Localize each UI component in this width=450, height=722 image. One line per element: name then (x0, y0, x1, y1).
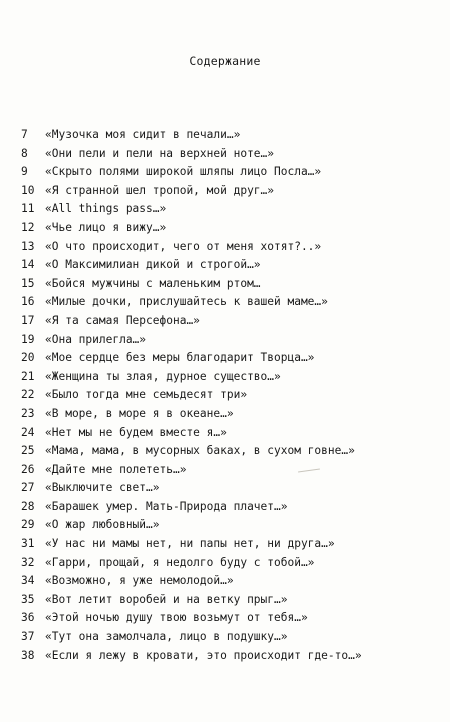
toc-entry-title: «В море, в море я в океане…» (45, 406, 234, 420)
toc-page-number: 9 (21, 165, 28, 179)
toc-entry (21, 221, 436, 240)
toc-page-number: 21 (21, 369, 35, 383)
toc-entry-title: «Милые дочки, прислушайтесь к вашей маме…» (45, 295, 328, 309)
toc-page-number: 12 (21, 220, 35, 234)
toc-entry-title: «Музочка моя сидит в печали…» (45, 128, 241, 141)
toc-entry (21, 444, 436, 463)
toc-entry-title: «Вот летит воробей и на ветку прыг…» (45, 592, 288, 606)
toc-entry-title: «Бойся мужчины с маленьким ртом… (45, 276, 261, 290)
toc-entry-title: «Выключите свет…» (45, 481, 160, 495)
toc-page-number: 7 (21, 128, 28, 141)
toc-entry (21, 184, 436, 203)
toc-page-number: 26 (21, 462, 35, 476)
toc-entry (21, 426, 436, 445)
toc-entry (21, 147, 436, 166)
toc-page-number: 37 (21, 630, 35, 644)
page-title: Содержание (189, 54, 261, 68)
toc-entry-title: «Мама, мама, в мусорных баках, в сухом говне…» (45, 444, 355, 458)
toc-entry-title: «Она прилегла…» (45, 332, 147, 346)
toc-entry (21, 611, 436, 630)
toc-entry (21, 370, 436, 389)
toc-page-number: 22 (21, 388, 35, 402)
toc-page-number: 31 (21, 537, 35, 551)
toc-entry-title: «Я та самая Персефона…» (45, 313, 200, 327)
toc-entry (21, 277, 436, 296)
toc-page-number: 38 (21, 648, 35, 662)
toc-page-number: 8 (21, 146, 28, 160)
toc-entry (21, 165, 436, 184)
toc-entry-title: «Этой ночью душу твою возьмут от тебя…» (45, 611, 308, 625)
toc-page-number: 17 (21, 313, 35, 327)
toc-page-number: 27 (21, 481, 35, 495)
toc-entry (21, 240, 436, 259)
toc-entry-title: «Женщина ты злая, дурное существо…» (45, 369, 281, 383)
toc-entry-title: «Барашек умер. Мать-Природа плачет…» (45, 499, 288, 513)
toc-entry (21, 333, 436, 352)
toc-page-number: 13 (21, 239, 35, 253)
toc-entry-title: «О Максимилиан дикой и строгой…» (45, 258, 261, 272)
toc-page-number: 25 (21, 444, 35, 458)
toc-entry (21, 295, 436, 314)
toc-entry (21, 518, 436, 537)
toc-page-number: 11 (21, 202, 35, 216)
toc-page-number: 20 (21, 351, 35, 365)
toc-entry-title: «Тут она замолчала, лицо в подушку…» (45, 630, 288, 644)
toc-page-number: 10 (21, 183, 35, 197)
toc-entry (21, 556, 436, 575)
toc-page-number: 29 (21, 518, 35, 532)
toc-entry (21, 258, 436, 277)
toc-entry-title: «Нет мы не будем вместе я…» (45, 425, 227, 439)
toc-page-number: 34 (21, 574, 35, 588)
toc-entry-title: «О жар любовный…» (45, 518, 160, 532)
toc-page-number: 14 (21, 258, 35, 272)
toc-entry-title: «Дайте мне полететь…» (45, 462, 187, 476)
toc-entry-title: «Мое сердце без меры благодарит Творца…» (45, 351, 315, 365)
toc-entry (21, 537, 436, 556)
toc-entry-title: «О что происходит, чего от меня хотят?..» (45, 239, 322, 253)
toc-entry (21, 463, 436, 482)
toc-entry (21, 407, 436, 426)
toc-page-number: 35 (21, 592, 35, 606)
toc-entry-title: «All things pass…» (45, 202, 167, 216)
toc-entry-title: «Скрыто полями широкой шляпы лицо Посла…» (45, 165, 322, 179)
toc-page-number: 24 (21, 425, 35, 439)
toc-entry (21, 630, 436, 649)
toc-entry-title: «Возможно, я уже немолодой…» (45, 574, 234, 588)
toc-page-number: 16 (21, 295, 35, 309)
toc-entry-title: «Гарри, прощай, я недолго буду с тобой…» (45, 555, 315, 569)
toc-page-number: 23 (21, 406, 35, 420)
toc-entry-title: «Чье лицо я вижу…» (45, 220, 167, 234)
toc-entry (21, 500, 436, 519)
table-of-contents (21, 128, 436, 667)
toc-entry (21, 128, 436, 147)
toc-entry (21, 481, 436, 500)
toc-entry (21, 351, 436, 370)
toc-page-number: 19 (21, 332, 35, 346)
toc-entry-title: «У нас ни мамы нет, ни папы нет, ни друга…» (45, 537, 335, 551)
toc-entry (21, 202, 436, 221)
toc-entry (21, 388, 436, 407)
toc-entry (21, 574, 436, 593)
toc-page-number: 36 (21, 611, 35, 625)
toc-entry-title: «Было тогда мне семьдесят три» (45, 388, 248, 402)
toc-entry-title: «Если я лежу в кровати, это происходит где-то…» (45, 648, 362, 662)
toc-page-number: 28 (21, 499, 35, 513)
toc-page-number: 15 (21, 276, 35, 290)
toc-page-number: 32 (21, 555, 35, 569)
toc-entry-title: «Я странной шел тропой, мой друг…» (45, 183, 275, 197)
toc-entry-title: «Они пели и пели на верхней ноте…» (45, 146, 275, 160)
toc-entry (21, 649, 436, 668)
toc-entry (21, 593, 436, 612)
toc-entry (21, 314, 436, 333)
